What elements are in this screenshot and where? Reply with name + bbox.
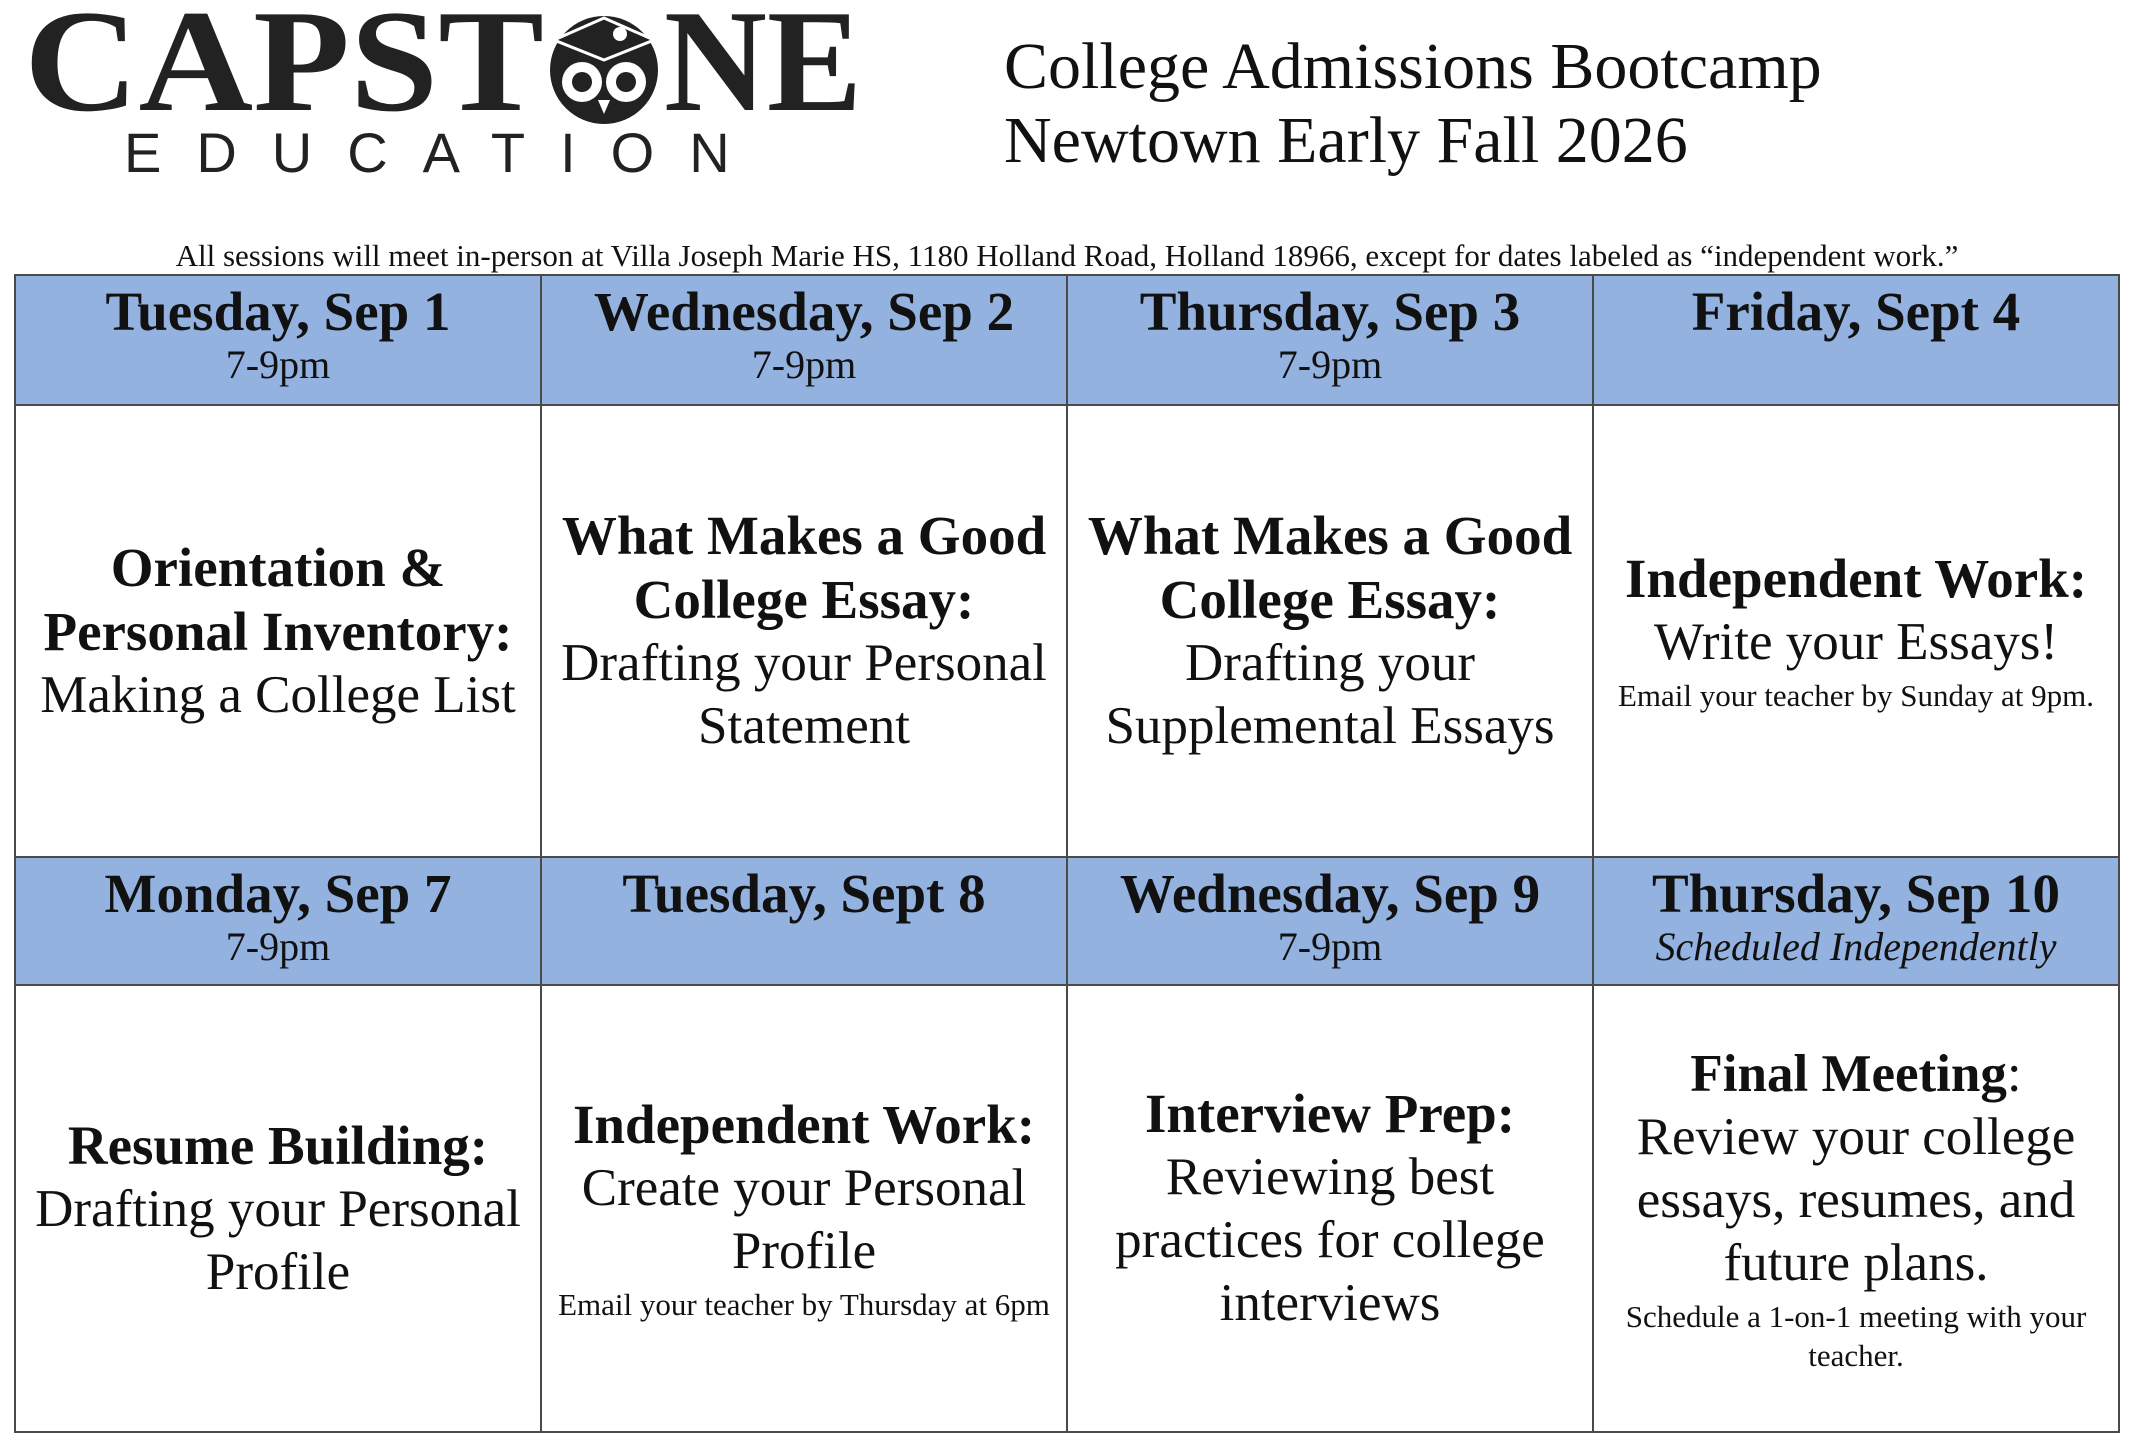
day-label: Wednesday, Sep 2: [593, 281, 1015, 342]
session-cell: [541, 985, 1067, 1432]
session-body: Reviewing best practices for college interviews: [1115, 1148, 1545, 1332]
schedule-table: [14, 274, 2120, 1433]
session-cell: [1593, 985, 2119, 1432]
day-header: [1593, 857, 2119, 985]
time-label: 7-9pm: [1277, 924, 1383, 969]
session-title: Independent Work:: [572, 1094, 1036, 1155]
session-body: Drafting your Supplemental Essays: [1105, 634, 1555, 755]
time-label: Scheduled Independently: [1655, 924, 2057, 969]
week2-session-row: [15, 985, 2119, 1432]
day-label: Monday, Sep 7: [104, 863, 452, 924]
day-header: [541, 275, 1067, 405]
day-header: [15, 275, 541, 405]
session-note: Schedule a 1-on-1 meeting with your teacher.: [1625, 1298, 2087, 1373]
session-cell: [541, 405, 1067, 857]
session-note: Email your teacher by Sunday at 9pm.: [1617, 678, 2095, 713]
location-notice: All sessions will meet in-person at Villa Joseph Marie HS, 1180 Holland Road, Holland 18966, except for dates labeled as “independent work.”: [175, 238, 1959, 273]
session-cell: [1593, 405, 2119, 857]
title-block: [1004, 30, 1822, 178]
capstone-education-logo: [24, 4, 864, 184]
day-label: Thursday, Sep 10: [1651, 863, 2061, 924]
session-cell: [15, 985, 541, 1432]
time-label: 7-9pm: [225, 924, 331, 969]
day-header: [1067, 857, 1593, 985]
session-title: Independent Work:: [1624, 548, 2088, 609]
session-title-suffix: :: [2006, 1044, 2022, 1103]
day-label: Thursday, Sep 3: [1139, 281, 1521, 342]
time-label: 7-9pm: [751, 342, 857, 387]
session-body: Drafting your Personal Statement: [561, 634, 1047, 755]
owl-icon: [550, 16, 658, 124]
day-label: Tuesday, Sept 8: [622, 863, 986, 924]
day-header: [541, 857, 1067, 985]
page-subtitle: Newtown Early Fall 2026: [1004, 104, 1688, 177]
svg-text:CAPST: CAPST: [24, 4, 544, 142]
session-body: Drafting your Personal Profile: [35, 1179, 521, 1301]
day-label: Tuesday, Sep 1: [105, 281, 451, 342]
session-body: Making a College List: [40, 665, 516, 724]
week1-header-row: [15, 275, 2119, 405]
page-title: College Admissions Bootcamp: [1004, 30, 1822, 103]
svg-text:EDUCATION: EDUCATION: [124, 121, 765, 184]
day-label: Wednesday, Sep 9: [1119, 863, 1541, 924]
session-note: Email your teacher by Thursday at 6pm: [558, 1287, 1050, 1322]
session-cell: [1067, 405, 1593, 857]
session-body: Create your Personal Profile: [581, 1159, 1027, 1280]
session-title: What Makes a Good College Essay:: [561, 505, 1047, 630]
time-label: 7-9pm: [225, 342, 331, 387]
time-label: 7-9pm: [1277, 342, 1383, 387]
session-cell: [15, 405, 541, 857]
session-title: Interview Prep:: [1144, 1083, 1516, 1144]
svg-text:NE: NE: [664, 4, 862, 142]
day-header: [15, 857, 541, 985]
day-header: [1593, 275, 2119, 405]
session-cell: [1067, 985, 1593, 1432]
session-title: Resume Building:: [67, 1114, 489, 1176]
session-title-line: [1608, 1043, 2104, 1106]
week1-session-row: [15, 405, 2119, 857]
session-body: Review your college essays, resumes, and future plans.: [1636, 1107, 2076, 1292]
session-title: What Makes a Good College Essay:: [1087, 505, 1573, 630]
session-title: Orientation & Personal Inventory:: [43, 536, 513, 662]
week2-header-row: [15, 857, 2119, 985]
day-header: [1067, 275, 1593, 405]
session-title: Final Meeting: [1690, 1044, 2007, 1103]
day-label: Friday, Sept 4: [1691, 281, 2021, 342]
session-body: Write your Essays!: [1653, 613, 2059, 671]
